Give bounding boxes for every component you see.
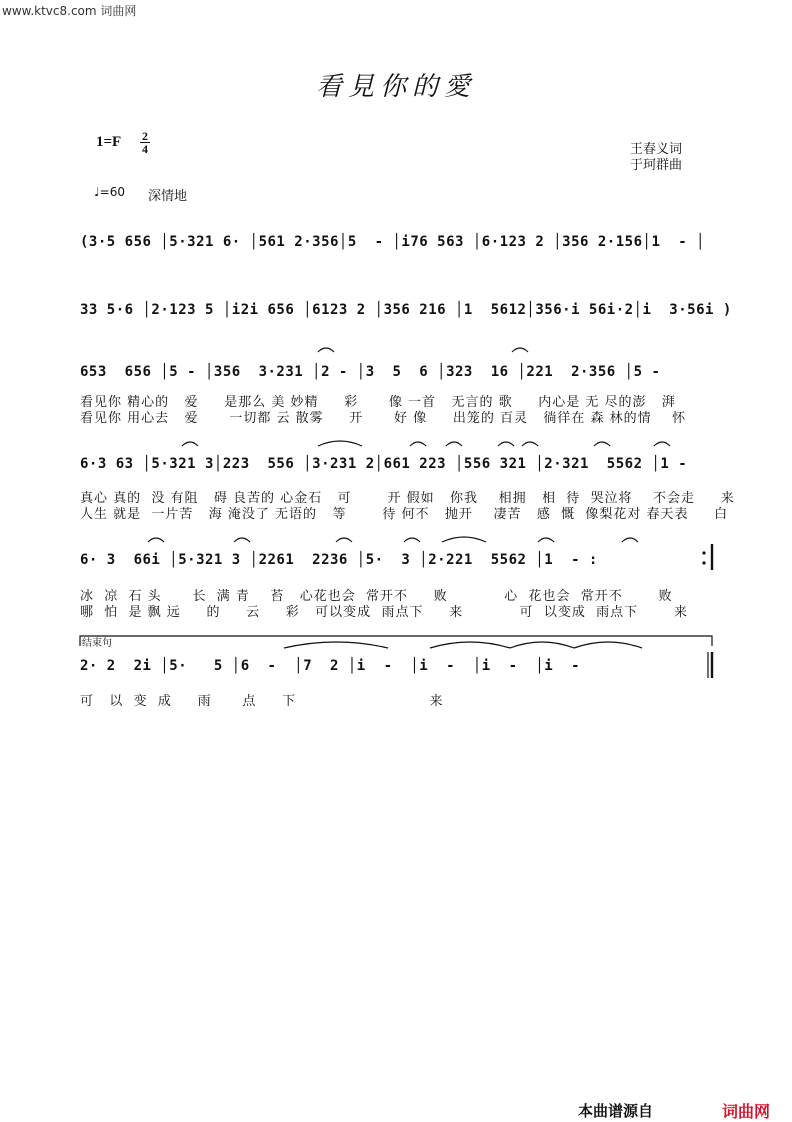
slur-13	[336, 538, 352, 542]
lyric-row-3-verse-2: 看见你 用心去 爱 一切都 云 散雾 开 好 像 出笼的 百灵 徜徉在 森 林的情 怀	[80, 411, 687, 426]
lyric-row-4-verse-2: 人生 就是 一片苦 海 淹没了 无语的 等 待 何不 抛开 凄苦 感 慨 像梨花对 春天表 白	[80, 507, 729, 522]
slur-5	[410, 442, 426, 446]
site-url: www.ktvc8.com 词曲网	[2, 4, 137, 18]
notation-row-4: 6·3 63 │5·321 3│223 556 │3·231 2│661 223 │556 321 │2·321 5562 │1 -	[80, 456, 688, 472]
slur-4	[318, 441, 362, 446]
lyric-row-6: 可 以 变 成 雨 点 下 来	[80, 694, 444, 709]
slur-17	[622, 538, 638, 542]
notation-row-6: 2· 2 2i │5· 5 │6 - │7 2 │i - │i - │i - │i -	[80, 658, 581, 674]
slur-15	[442, 537, 486, 542]
tempo-marking: ♩=60	[94, 185, 125, 199]
page-title: 看見你的愛	[315, 72, 476, 102]
slur-11	[148, 538, 164, 542]
slur-8	[522, 442, 538, 446]
slur-2	[512, 348, 528, 352]
ending-label: 结束句	[82, 638, 112, 649]
time-signature-bottom: 4	[142, 142, 148, 156]
slur-20	[510, 642, 574, 648]
repeat-dot-bottom	[702, 561, 705, 564]
composer-credit: 于珂群曲	[630, 157, 683, 172]
slur-7	[498, 442, 514, 446]
slur-6	[446, 442, 462, 446]
notation-row-1: (3·5 656 │5·321 6· │561 2·356│5 - │i76 563 │6·123 2 │356 2·156│1 - │	[80, 234, 706, 250]
slur-9	[594, 442, 610, 446]
repeat-dot-top	[702, 551, 705, 554]
notation-row-3: 653 656 │5 - │356 3·231 │2 - │3 5 6 │323 16 │221 2·356 │5 -	[80, 364, 670, 380]
expression-marking: 深情地	[148, 189, 188, 204]
notation-row-5: 6· 3 66i │5·321 3 │2261 2236 │5· 3 │2·221 5562 │1 - :	[80, 552, 598, 568]
lyric-row-4-verse-1: 真心 真的 没 有阻 碍 良苦的 心金石 可 开 假如 你我 相拥 相 待 哭泣将 不会走 来	[80, 491, 735, 506]
footer-brand-logo[interactable]: 词曲网	[722, 1102, 771, 1121]
slur-3	[182, 442, 198, 446]
footer-source-text: 本曲谱源自	[578, 1102, 654, 1120]
notation-row-2: 33 5·6 │2·123 5 │i2i 656 │6123 2 │356 216 │1 5612│356·i 56i·2│i 3·56i )	[80, 302, 732, 318]
lyric-row-3-verse-1: 看见你 精心的 爱 是那么 美 妙精 彩 像 一首 无言的 歌 内心是 无 尽的澎 湃	[80, 395, 676, 410]
lyric-row-5-verse-2: 哪 怕 是 飘 远 的 云 彩 可以变成 雨点下 来 可 以变成 雨点下 来	[80, 605, 689, 620]
key-signature: 1=F	[96, 134, 122, 150]
ending-bracket	[80, 636, 712, 646]
lyricist-credit: 王春义词	[630, 141, 683, 156]
lyric-row-5-verse-1: 冰 凉 石 头 长 满 青 苔 心花也会 常开不 败 心 花也会 常开不 败	[80, 589, 673, 604]
slur-1	[318, 348, 334, 352]
slur-14	[404, 538, 420, 542]
slur-18	[284, 642, 388, 648]
time-signature-top: 2	[142, 129, 148, 143]
slur-19	[430, 642, 510, 648]
slur-16	[538, 538, 554, 542]
slur-10	[654, 442, 670, 446]
slur-21	[574, 642, 642, 648]
slur-12	[234, 538, 250, 542]
